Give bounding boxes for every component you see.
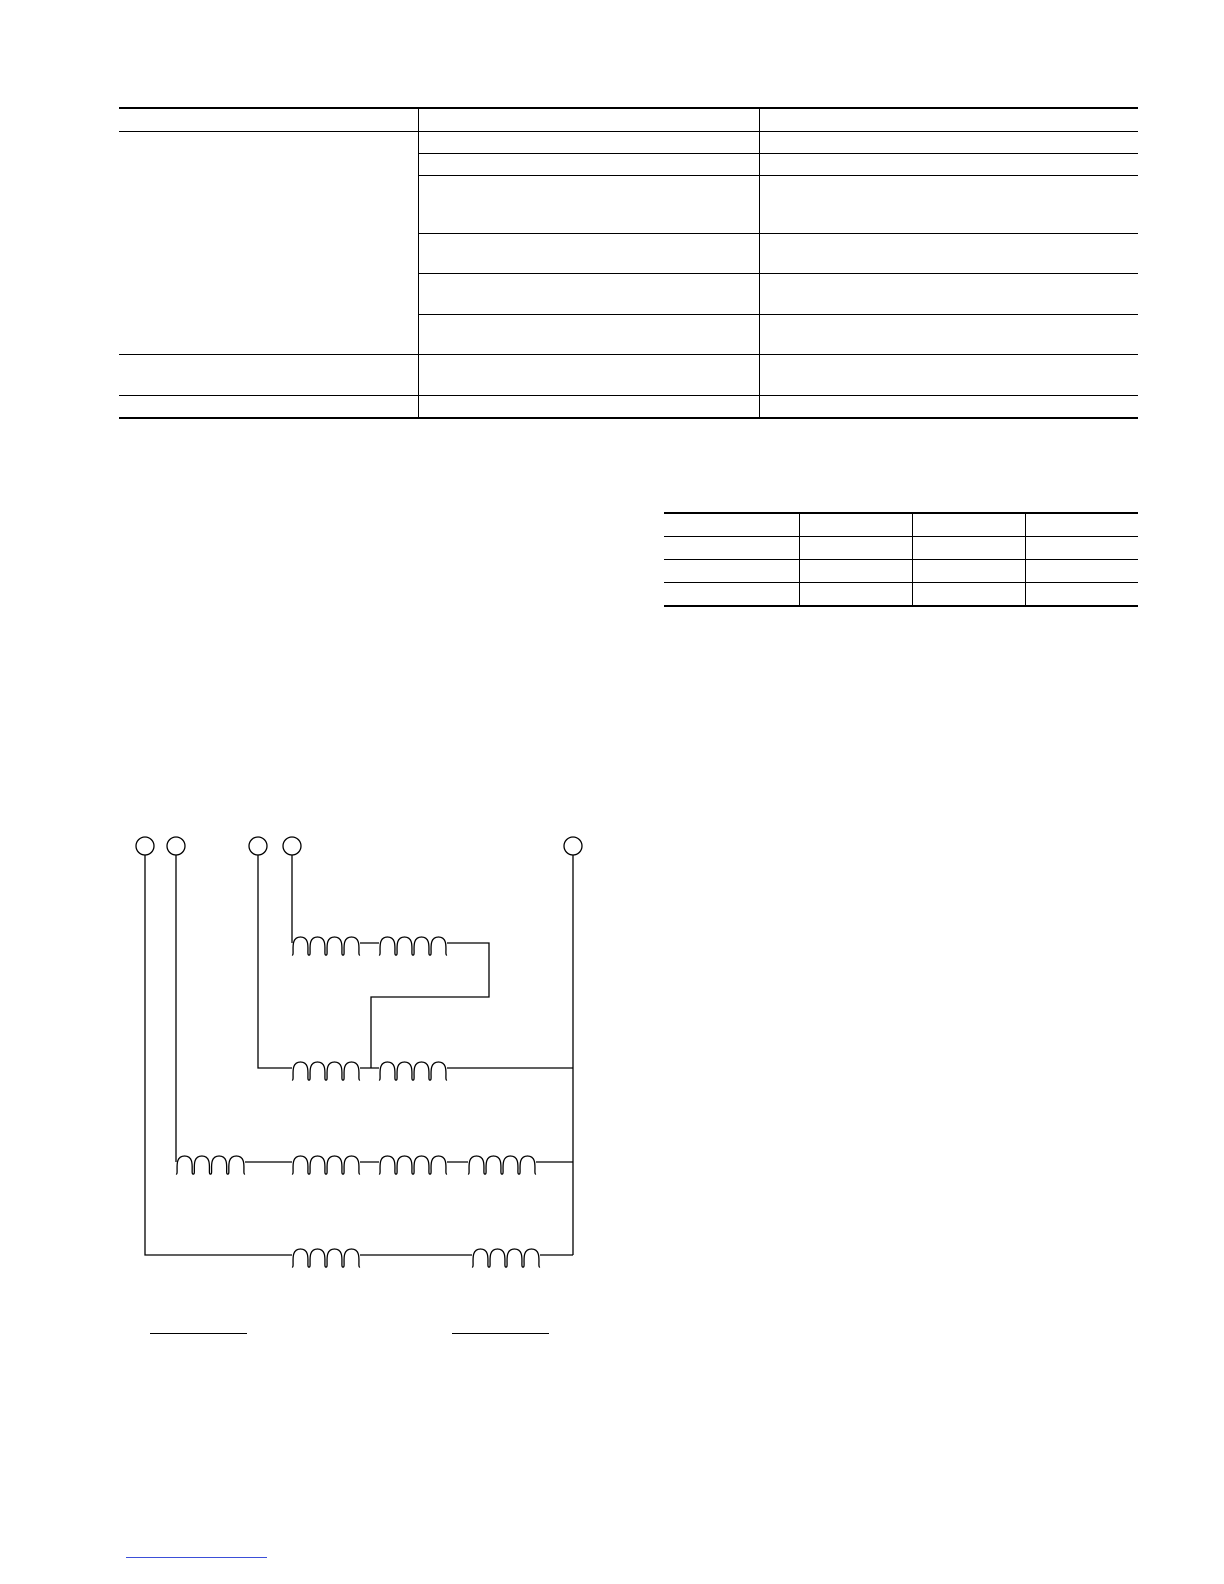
- footer-link-underline[interactable]: [126, 1557, 267, 1558]
- winding-coil: [292, 937, 360, 955]
- caption-underline-right: [452, 1333, 549, 1334]
- winding-coil: [379, 1062, 447, 1080]
- terminal-circle: [167, 837, 185, 855]
- terminal-circle: [249, 837, 267, 855]
- terminal-circle: [136, 837, 154, 855]
- terminal-circle: [283, 837, 301, 855]
- winding-coil: [292, 1062, 360, 1080]
- winding-coil: [292, 1156, 360, 1174]
- winding-coil: [379, 937, 447, 955]
- winding-coil: [292, 1249, 360, 1267]
- terminals: [136, 837, 582, 855]
- winding-coil: [472, 1249, 540, 1267]
- terminal-circle: [564, 837, 582, 855]
- winding-coil: [468, 1156, 536, 1174]
- wire: [258, 855, 292, 1068]
- wire: [371, 943, 489, 1068]
- caption-underline-left: [150, 1333, 247, 1334]
- wires: [145, 855, 573, 1255]
- wire: [145, 855, 292, 1255]
- coils: [176, 937, 540, 1267]
- winding-coil: [176, 1156, 245, 1174]
- winding-coil: [379, 1156, 447, 1174]
